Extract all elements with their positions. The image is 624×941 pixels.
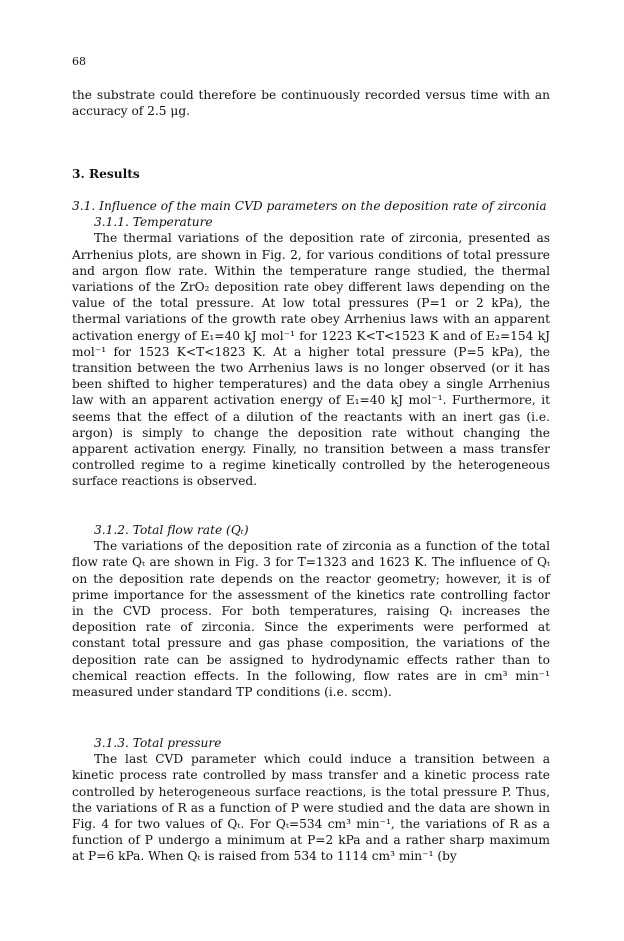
subsection-313 — [72, 735, 550, 865]
intro-paragraph — [72, 87, 550, 119]
section-heading: 3. Results — [72, 167, 140, 181]
flow-rate-heading: 3.1.2. Total flow rate (Qₜ) — [94, 523, 249, 537]
temperature-heading: 3.1.1. Temperature — [94, 215, 213, 230]
subsection-312 — [72, 522, 550, 700]
flow-rate-body: The variations of the deposition rate of zirconia as a function of the total flow rate Qₜ are shown in Fig. 3 for T=1323 and 1623 K. The influence of Qₜ on the deposition rate depends on the reactor geometry; however, it is of prime importance for the assessment of the kinetics rate controlling factor in the CVD process. For both temperatures, raising Qₜ increases the deposition rate of zirconia. Since the experiments were performed at constant total pressure and gas phase composition, the variations of the deposition rate can be assigned to hydrodynamic effects rather than to chemical reaction effects. In the following, flow rates are in cm³ min⁻¹ measured under standard TP conditions (i.e. sccm). — [72, 539, 550, 700]
subsection-title: 3.1. Influence of the main CVD parameters on the deposition rate of zirconia — [72, 199, 547, 213]
pressure-body: The last CVD parameter which could induce a transition between a kinetic process rate controlled by mass transfer and a kinetic process rate controlled by heterogeneous surface reactions, is the total pressure P. Thus, the variations of R as a function of P were studied and the data are shown in Fig. 4 for two values of Qₜ. For Qₜ=534 cm³ min⁻¹, the variations of R as a function of P undergo a minimum at P=2 kPa and a rather sharp maximum at P=6 kPa. When Qₜ is raised from 534 to 1114 cm³ min⁻¹ (by — [72, 752, 550, 864]
temperature-body: The thermal variations of the deposition rate of zirconia, presented as Arrhenius plots, are shown in Fig. 2, for various conditions of total pressure and argon flow rate. Within the temperature range studied, the thermal variations of the ZrO₂ deposition rate obey different laws depending on the value of the total pressure. At low total pressures (P=1 or 2 kPa), the thermal variations of the growth rate obey Arrhenius laws with an apparent activation energy of E₁=40 kJ mol⁻¹ for 1223 K<T<1523 K and of E₂=154 kJ mol⁻¹ for 1523 K<T<1823 K. At a higher total pressure (P=5 kPa), the transition between the two Arrhenius laws is no longer observed (or it has been shifted to higher temperatures) and the data obey a single Arrhenius law with an apparent activation energy of E₁=40 kJ mol⁻¹. Furthermore, it seems that the effect of a dilution of the reactants with an inert gas (i.e. argon) is simply to change the deposition rate without changing the apparent activation energy. Finally, no transition between a mass transfer controlled regime to a regime kinetically controlled by the heterogeneous surface reactions is observed. — [72, 231, 550, 489]
subsection-31 — [72, 198, 550, 490]
pressure-heading: 3.1.3. Total pressure — [94, 736, 222, 750]
intro-text: the substrate could therefore be continuously recorded versus time with an accuracy of 2.5 μg. — [72, 88, 550, 119]
page-number: 68 — [72, 55, 86, 68]
